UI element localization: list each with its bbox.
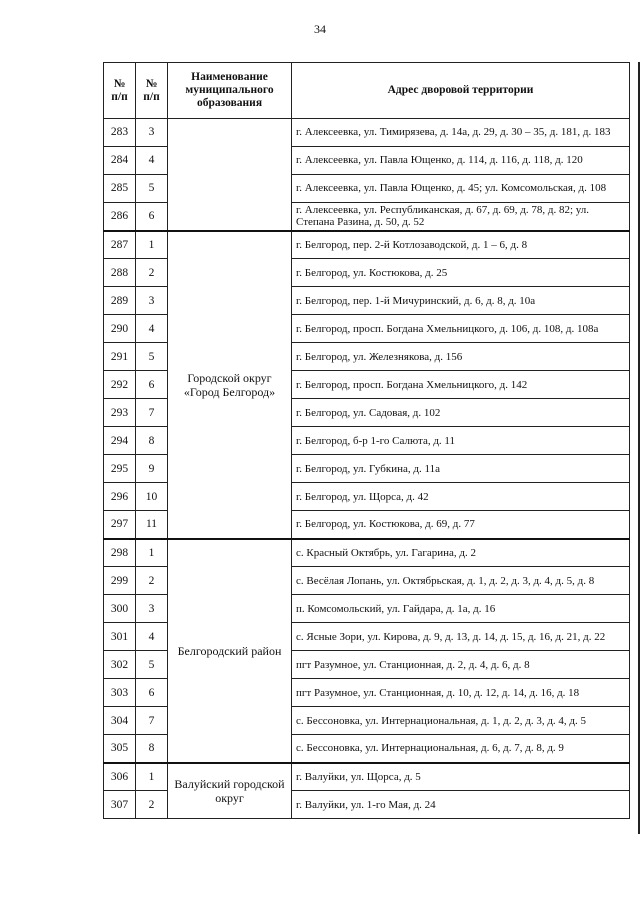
page-number: 34	[314, 22, 326, 36]
municipality-name: Валуйский городской округ	[168, 763, 292, 819]
row-address: г. Алексеевка, ул. Павла Ющенко, д. 45; ул. Комсомольская, д. 108	[292, 175, 630, 203]
table-row	[104, 539, 630, 567]
territory-table	[103, 62, 630, 819]
header-municipality: Наименование муниципального образования	[168, 63, 292, 119]
row-address: г. Белгород, просп. Богдана Хмельницкого, д. 142	[292, 371, 630, 399]
row-number: 297	[104, 511, 136, 539]
row-number: 301	[104, 623, 136, 651]
row-local-number: 1	[136, 763, 168, 791]
row-local-number: 8	[136, 735, 168, 763]
row-address: г. Белгород, пер. 1-й Мичуринский, д. 6, д. 8, д. 10а	[292, 287, 630, 315]
row-address: с. Ясные Зори, ул. Кирова, д. 9, д. 13, д. 14, д. 15, д. 16, д. 21, д. 22	[292, 623, 630, 651]
row-local-number: 6	[136, 371, 168, 399]
row-number: 302	[104, 651, 136, 679]
row-address: г. Белгород, ул. Губкина, д. 11а	[292, 455, 630, 483]
municipality-name: Белгородский район	[168, 539, 292, 763]
municipality-name: Городской округ «Город Белгород»	[168, 231, 292, 539]
row-local-number: 3	[136, 595, 168, 623]
row-local-number: 3	[136, 119, 168, 147]
row-local-number: 6	[136, 679, 168, 707]
row-local-number: 4	[136, 623, 168, 651]
row-address: г. Белгород, просп. Богдана Хмельницкого, д. 106, д. 108, д. 108а	[292, 315, 630, 343]
row-address: г. Белгород, б-р 1-го Салюта, д. 11	[292, 427, 630, 455]
row-number: 283	[104, 119, 136, 147]
row-address: с. Бессоновка, ул. Интернациональная, д. 6, д. 7, д. 8, д. 9	[292, 735, 630, 763]
row-local-number: 7	[136, 707, 168, 735]
row-address: г. Алексеевка, ул. Республиканская, д. 67, д. 69, д. 78, д. 82; ул. Степана Разина, д. 50, д. 52	[292, 203, 630, 231]
row-number: 294	[104, 427, 136, 455]
row-local-number: 5	[136, 175, 168, 203]
row-address: г. Белгород, ул. Железнякова, д. 156	[292, 343, 630, 371]
row-address: г. Белгород, ул. Костюкова, д. 69, д. 77	[292, 511, 630, 539]
row-number: 289	[104, 287, 136, 315]
row-number: 299	[104, 567, 136, 595]
row-number: 295	[104, 455, 136, 483]
row-address: г. Белгород, ул. Садовая, д. 102	[292, 399, 630, 427]
row-number: 306	[104, 763, 136, 791]
row-address: с. Бессоновка, ул. Интернациональная, д. 1, д. 2, д. 3, д. 4, д. 5	[292, 707, 630, 735]
row-address: г. Белгород, пер. 2-й Котлозаводской, д. 1 – 6, д. 8	[292, 231, 630, 259]
row-local-number: 9	[136, 455, 168, 483]
row-address: г. Алексеевка, ул. Тимирязева, д. 14а, д. 29, д. 30 – 35, д. 181, д. 183	[292, 119, 630, 147]
row-local-number: 2	[136, 791, 168, 819]
row-address: пгт Разумное, ул. Станционная, д. 2, д. 4, д. 6, д. 8	[292, 651, 630, 679]
table-body	[104, 119, 630, 819]
row-number: 286	[104, 203, 136, 231]
row-local-number: 5	[136, 343, 168, 371]
row-address: с. Красный Октябрь, ул. Гагарина, д. 2	[292, 539, 630, 567]
row-number: 292	[104, 371, 136, 399]
row-address: г. Алексеевка, ул. Павла Ющенко, д. 114, д. 116, д. 118, д. 120	[292, 147, 630, 175]
row-local-number: 6	[136, 203, 168, 231]
table-row	[104, 763, 630, 791]
row-number: 284	[104, 147, 136, 175]
row-local-number: 2	[136, 567, 168, 595]
row-local-number: 1	[136, 231, 168, 259]
row-local-number: 4	[136, 147, 168, 175]
row-number: 307	[104, 791, 136, 819]
header-number: № п/п	[104, 63, 136, 119]
row-address: г. Валуйки, ул. 1-го Мая, д. 24	[292, 791, 630, 819]
row-address: п. Комсомольский, ул. Гайдара, д. 1а, д. 16	[292, 595, 630, 623]
header-address: Адрес дворовой территории	[292, 63, 630, 119]
row-local-number: 2	[136, 259, 168, 287]
table-header-row	[104, 63, 630, 119]
table-row	[104, 119, 630, 147]
row-number: 296	[104, 483, 136, 511]
municipality-name	[168, 119, 292, 231]
row-local-number: 3	[136, 287, 168, 315]
row-number: 288	[104, 259, 136, 287]
row-address: пгт Разумное, ул. Станционная, д. 10, д. 12, д. 14, д. 16, д. 18	[292, 679, 630, 707]
row-local-number: 5	[136, 651, 168, 679]
row-number: 298	[104, 539, 136, 567]
row-number: 291	[104, 343, 136, 371]
row-number: 285	[104, 175, 136, 203]
row-number: 304	[104, 707, 136, 735]
row-number: 305	[104, 735, 136, 763]
row-address: с. Весёлая Лопань, ул. Октябрьская, д. 1, д. 2, д. 3, д. 4, д. 5, д. 8	[292, 567, 630, 595]
row-local-number: 11	[136, 511, 168, 539]
row-number: 287	[104, 231, 136, 259]
row-local-number: 8	[136, 427, 168, 455]
row-local-number: 1	[136, 539, 168, 567]
table-row	[104, 231, 630, 259]
row-address: г. Валуйки, ул. Щорса, д. 5	[292, 763, 630, 791]
row-local-number: 4	[136, 315, 168, 343]
row-number: 300	[104, 595, 136, 623]
row-address: г. Белгород, ул. Костюкова, д. 25	[292, 259, 630, 287]
header-local-number: № п/п	[136, 63, 168, 119]
row-address: г. Белгород, ул. Щорса, д. 42	[292, 483, 630, 511]
row-local-number: 10	[136, 483, 168, 511]
row-number: 293	[104, 399, 136, 427]
row-number: 303	[104, 679, 136, 707]
row-local-number: 7	[136, 399, 168, 427]
row-number: 290	[104, 315, 136, 343]
